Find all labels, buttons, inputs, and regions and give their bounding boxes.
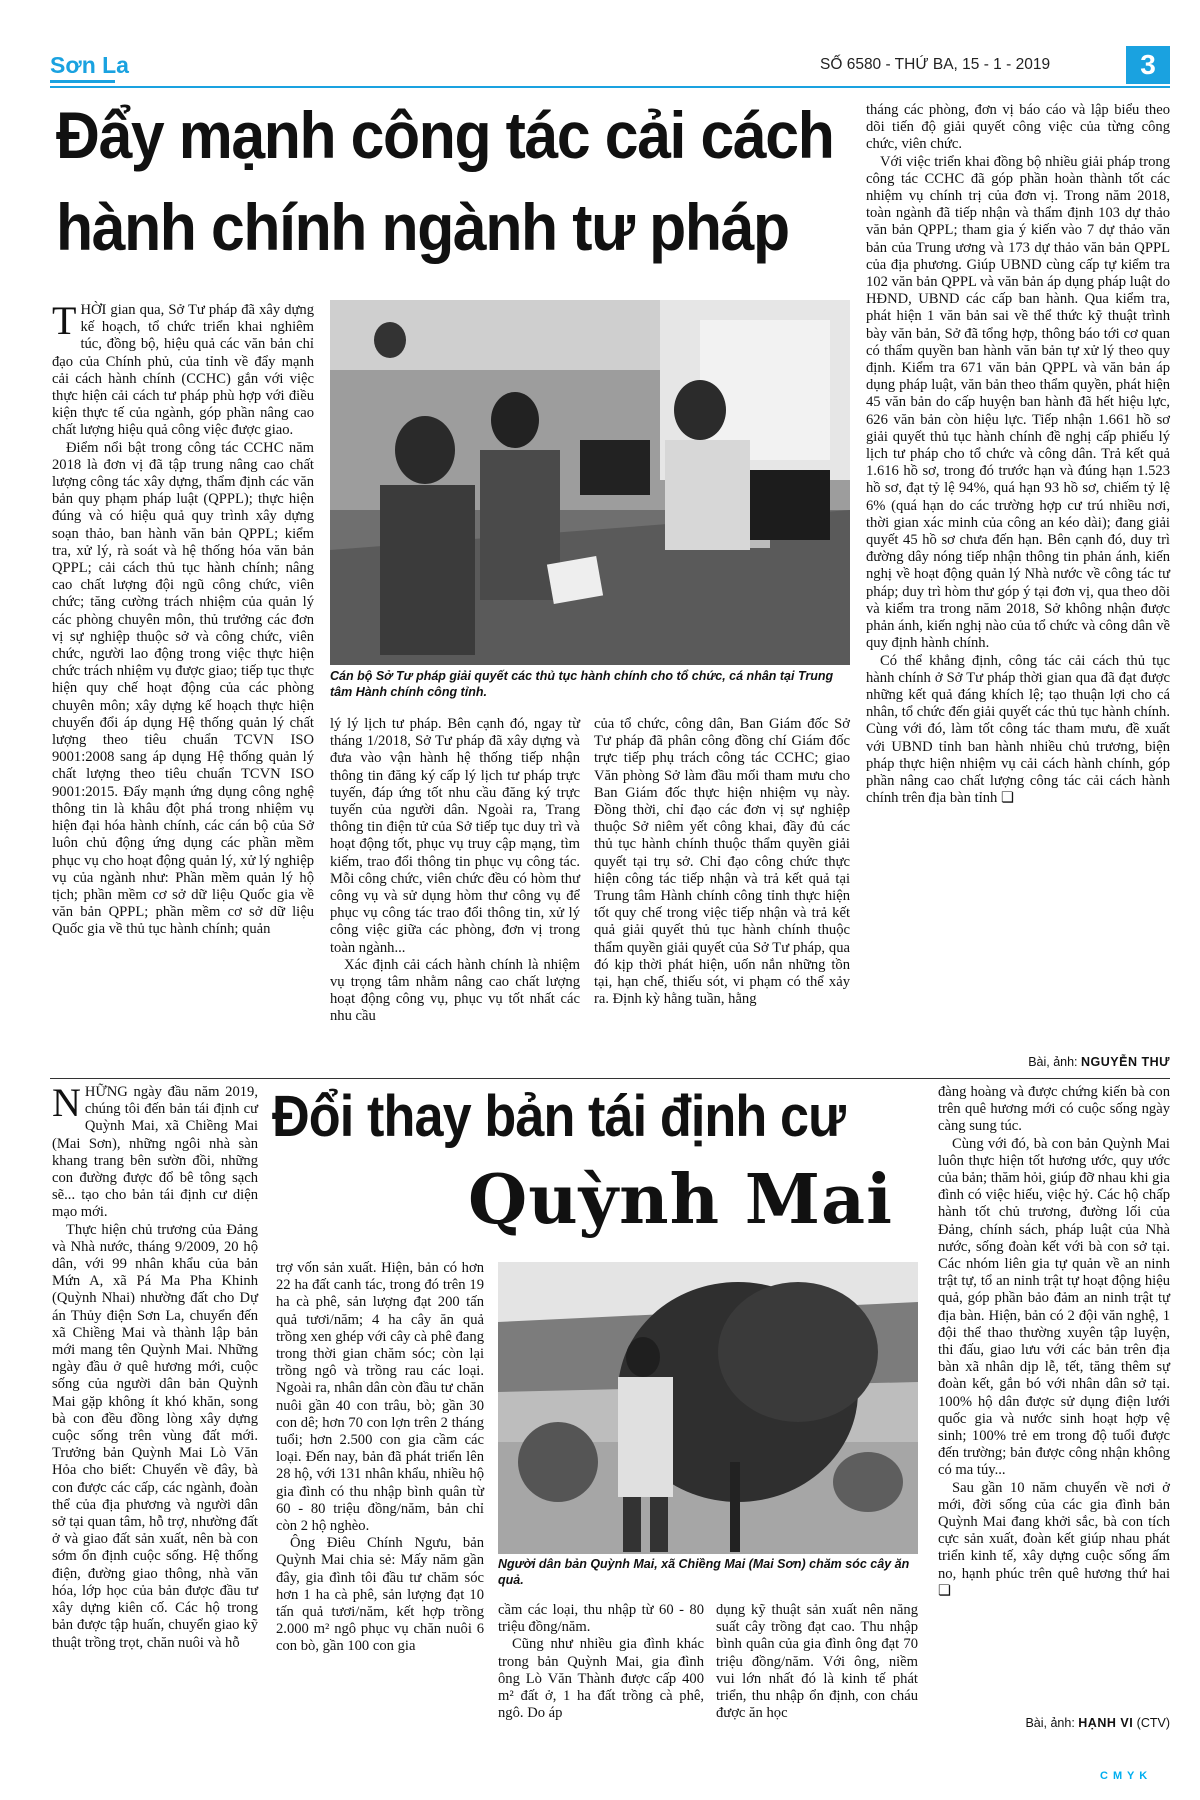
section-name: Sơn La	[50, 52, 129, 78]
article1-dropcap: T	[52, 298, 77, 343]
article1-paragraph: Có thể khẳng định, công tác cải cách thủ tục hành chính ở Sở Tư pháp thời gian qua đã đạt được những kết quả đáng khích lệ; tạo thuận lợi cho cá nhân, tổ chức đến giải quyết các thủ tục hành chính. Cùng với đó, làm tốt công tác tham mưu, đề xuất với UBND tỉnh ban hành nhiều chủ trương, biện pháp thực hiện nhiệm vụ cải cách hành chính, góp phần nâng cao chất lượng công tác cải cách hành chính trên địa bàn tỉnh ❏	[866, 652, 1170, 807]
article1-photo	[330, 300, 850, 665]
article2-paragraph: Thực hiện chủ trương của Đảng và Nhà nước, tháng 9/2009, 20 hộ dân, với 99 nhân khẩu của bản Mứn A, xã Pá Ma Pha Khinh (Quỳnh Nhai) nhường đất cho Dự án Thủy điện Sơn La, chuyển đến xã Chiềng Mai và thành lập bản mới mang tên Quỳnh Mai. Những ngày đầu ở quê hương mới, cuộc sống của người dân bản Quỳnh Mai gặp không ít khó khăn, song bà con đều đồng lòng xây dựng cuộc sống trên vùng đất mới. Trưởng bản Quỳnh Mai Lò Văn Hỏa cho biết: Chuyển về đây, bà con được các cấp, các ngành, đoàn thể của địa phương và người dân sở tại quan tâm, hỗ trợ, nhường đất ở và giao đất sản xuất, nên bà con sớm ổn định cuộc sống. Hệ thống điện, đường giao thông, nhà văn hóa, lớp học của bản được đầu tư xây dựng kiên cố. Các hộ trong bản được tập huấn, chuyển giao kỹ thuật trồng trọt, chăn nuôi và hỗ	[52, 1221, 258, 1651]
article2-paragraph: Sau gần 10 năm chuyển về nơi ở mới, đời sống của các gia đình bản Quỳnh Mai đang khởi sắc, bà con tích cực sản xuất, đoàn kết giúp nhau phát triển kinh tế, xây dựng cuộc sống ấm no, hạnh phúc trên quê hương thứ hai ❏	[938, 1479, 1170, 1599]
article2-byline-suffix: (CTV)	[1133, 1716, 1170, 1730]
article1-column-1	[52, 298, 314, 939]
orchard-scene-illustration	[498, 1262, 918, 1554]
article1-paragraph: Điểm nổi bật trong công tác CCHC năm 2018 là đơn vị đã tập trung nâng cao chất lượng công tác xây dựng, thẩm định các văn bản quy phạm pháp luật (QPPL); thực hiện đúng và có hiệu quả quy trình xây dựng soạn thảo, ban hành văn bản QPPL; kiểm tra, xử lý, rà soát và hệ thống hóa văn bản QPPL; cải cách thủ tục hành chính; nâng cao chất lượng đội ngũ công chức, viên chức; tăng cường trách nhiệm của quản lý các phòng chuyên môn, thủ trưởng các đơn vị sự nghiệp thuộc sở và công chức, viên chức, người lao động trong việc thực hiện chức trách nhiệm vụ được giao; tiếp tục thực hiện quy chế hoạt động của các phòng chuyên môn; xây dựng kế hoạch thực hiện chuyển đổi áp dụng Hệ thống quản lý chất lượng theo tiêu chuẩn TCVN ISO 9001:2008 sang áp dụng Hệ thống quản lý chất lượng theo tiêu chuẩn TCVN ISO 9001:2015. Đẩy mạnh ứng dụng công nghệ thông tin là khâu đột phá trong nhiệm vụ hiện đại hóa hành chính, các cán bộ của Sở luôn chủ động ứng dụng các phần mềm phục vụ cho hoạt động quản lý, xử lý nghiệp vụ của ngành như: Phần mềm quản lý hộ tịch; phần mềm cơ sở dữ liệu Quốc gia về văn bản QPPL; phần mềm cơ sở dữ liệu Quốc gia về thủ tục hành chính; quản	[52, 439, 314, 938]
article1-paragraph: HỜI gian qua, Sở Tư pháp đã xây dựng kế hoạch, tổ chức triển khai nghiêm túc, đồng bộ, hiệu quả các văn bản chỉ đạo của Chính phủ, của tỉnh về đẩy mạnh cải cách hành chính (CCHC) gắn với việc thực hiện cải cách tư pháp phù hợp với điều kiện thực tế của ngành, góp phần nâng cao chất lượng hiệu quả công việc được giao.	[52, 302, 314, 439]
article2-paragraph: trợ vốn sản xuất. Hiện, bản có hơn 22 ha đất canh tác, trong đó trên 19 ha cà phê, sản lượng đạt 200 tấn quả tươi/năm; 4 ha cây ăn quả trồng xen ghép với cây cà phê đang trong thời gian chăm sóc; còn lại trồng ngô và trồng rau các loại. Ngoài ra, nhân dân còn đầu tư chăn nuôi gần 40 con trâu, bò; gần 30 con dê; hơn 70 con lợn trên 2 tháng tuổi; hơn 2.500 con gia cầm các loại. Đến nay, bản đã phát triển lên 28 hộ, với 131 nhân khẩu, nhiều hộ gia đình có thu nhập bình quân từ 60 - 80 triệu đồng/năm, bản chỉ còn 2 hộ nghèo.	[276, 1260, 484, 1535]
article2-byline-author: HẠNH VI	[1078, 1716, 1134, 1730]
article1-paragraph: của tổ chức, công dân, Ban Giám đốc Sở Tư pháp đã phân công đồng chí Giám đốc trực tiếp phụ trách công tác CCHC; giao Văn phòng Sở làm đầu mối tham mưu cho Ban Giám đốc thực hiện nhiệm vụ này. Đồng thời, chỉ đạo các đơn vị sự nghiệp thuộc Sở niêm yết công khai, đầy đủ các thủ tục hành chính thuộc thẩm quyền giải quyết tại trụ sở. Chỉ đạo công chức thực hiện công tác tiếp nhận và trả kết quả tại Trung tâm Hành chính công tỉnh thực hiện tốt quy chế trong việc tiếp nhận và trả kết quả giải quyết thủ tục hành chính thuộc thẩm quyền giải quyết của Sở Tư pháp, qua đó kịp thời phát hiện, uốn nắn những tồn tại, hạn chế, thiếu sót, vi phạm có thể xảy ra. Định kỳ hằng tuần, hằng	[594, 716, 850, 1008]
article2-column-1	[52, 1080, 258, 1652]
article2-paragraph: đàng hoàng và được chứng kiến bà con trên quê hương mới có cuộc sống ngày càng sung túc.	[938, 1084, 1170, 1135]
article2-column-5	[938, 1084, 1170, 1600]
article2-column-3	[498, 1602, 704, 1722]
article1-byline-author: NGUYỄN THƯ	[1081, 1055, 1170, 1069]
article1-paragraph: tháng các phòng, đơn vị báo cáo và lập biểu theo dõi tiến độ giải quyết công việc của từng công chức, viên chức.	[866, 102, 1170, 153]
article2-caption: Người dân bản Quỳnh Mai, xã Chiềng Mai (Mai Sơn) chăm sóc cây ăn quả.	[498, 1557, 910, 1587]
article-divider	[50, 1078, 1170, 1079]
page-number-badge	[1126, 46, 1170, 84]
article2-column-4	[716, 1602, 918, 1722]
article1-column-2	[330, 716, 580, 1026]
article2-paragraph: Ông Điêu Chính Ngưu, bản Quỳnh Mai chia sẻ: Mấy năm gần đây, gia đình tôi đầu tư chăm sóc hơn 1 ha cà phê, sản lượng đạt 10 tấn quả tươi/năm, kết hợp trồng 2.000 m² ngô phục vụ chăn nuôi 6 con bò, gần 100 con gia	[276, 1535, 484, 1655]
article2-title-line1: Đổi thay bản tái định cư	[272, 1084, 846, 1149]
article1-paragraph: Với việc triển khai đồng bộ nhiều giải pháp trong công tác CCHC đã góp phần hoàn thành tốt các nhiệm vụ chính trị của đơn vị. Trong năm 2018, toàn ngành đã tiếp nhận và thẩm định 103 dự thảo văn bản QPPL; tham gia ý kiến vào 7 dự thảo văn bản của Trung ương và 173 dự thảo văn bản QPPL của địa phương. Giúp UBND cùng cấp tự kiểm tra 102 văn bản QPPL và văn bản áp dụng pháp luật do HĐND, UBND các cấp ban hành. Qua kiểm tra, phát hiện 1 văn bản sai về thể thức kỹ thuật trình bày văn bản, Sở đã tổng hợp, thông báo tới cơ quan có thẩm quyền ban hành văn bản tự xử lý theo quy định. Kiểm tra 671 văn bản QPPL và văn bản áp dụng pháp luật, văn bản theo thẩm quyền, phát hiện 45 văn bản do cấp huyện ban hành đã hết hiệu lực, 626 văn bản còn hiệu lực. Tiếp nhận 1.661 hồ sơ giải quyết thủ tục hành chính đề nghị cấp phiếu lý lịch tư pháp cho tổ chức và công dân. Trả kết quả 1.616 hồ sơ, trong đó trước hạn và đúng hạn 1.523 hồ sơ, đạt tỷ lệ 94%, quá hạn 93 hồ sơ, chiếm tỷ lệ 6% (quá hạn do các trường hợp cư trú nhiều nơi, thời gian xác minh của công an kéo dài); đang giải quyết 45 hồ sơ chưa đến hạn. Bên cạnh đó, duy trì đường dây nóng tiếp nhận thông tin phản ánh, kiến nghị về hoạt động quản lý Nhà nước về công tác tư pháp; duy trì hòm thư góp ý tại đơn vị, qua theo dõi và kiểm tra trong năm 2018, Sở không nhận được phản ánh, kiến nghị nào của tổ chức và công dân về quy định hành chính.	[866, 153, 1170, 652]
article1-byline-prefix: Bài, ảnh:	[1028, 1055, 1082, 1069]
header-rule	[50, 86, 1170, 88]
page-number: 3	[1140, 49, 1156, 80]
article2-dropcap: N	[52, 1080, 81, 1125]
article2-title-line2: Quỳnh Mai	[468, 1160, 893, 1240]
article2-paragraph: Cũng như nhiều gia đình khác trong bản Quỳnh Mai, gia đình ông Lò Văn Thành được cấp 400 m² đất ở, 1 ha đất trồng cà phê, ngô. Do áp	[498, 1636, 704, 1722]
section-underline	[50, 80, 115, 83]
issue-info: SỐ 6580 - THỨ BA, 15 - 1 - 2019	[820, 56, 1051, 73]
office-scene-illustration	[330, 300, 850, 665]
article1-column-4	[866, 102, 1170, 807]
article2-byline-prefix: Bài, ảnh:	[1025, 1716, 1079, 1730]
article2-byline	[938, 1716, 1170, 1730]
article1-title-line1: Đẩy mạnh công tác cải cách	[56, 98, 834, 172]
article1-paragraph: Xác định cải cách hành chính là nhiệm vụ trọng tâm nhằm nâng cao chất lượng hoạt động công vụ, phục vụ tốt nhất các nhu cầu	[330, 956, 580, 1025]
article1-paragraph: lý lý lịch tư pháp. Bên cạnh đó, ngay từ tháng 1/2018, Sở Tư pháp đã xây dựng và đưa vào vận hành hệ thống tiếp nhận thông tin đăng ký cấp lý lịch tư pháp trực tuyến, đáp ứng tốt nhu cầu đăng ký trực tuyến của người dân. Ngoài ra, Trang thông tin điện tử của Sở tiếp tục duy trì và hoạt động tốt, phục vụ truy cập mạng, tìm kiếm, trao đổi thông tin phục vụ công tác. Mỗi công chức, viên chức đều có hòm thư công vụ và sử dụng hòm thư công vụ để phục vụ công tác trao đổi thông tin, xử lý công việc giữa các phòng, đơn vị trong toàn ngành...	[330, 716, 580, 956]
article2-paragraph: HỮNG ngày đầu năm 2019, chúng tôi đến bản tái định cư Quỳnh Mai, xã Chiềng Mai (Mai Sơn), những ngôi nhà sàn khang trang bên sườn đồi, những con đường được đổ bê tông sạch sẽ... tạo cho bản tái định cư diện mạo mới.	[52, 1084, 258, 1221]
cmyk-marker: C M Y K	[1100, 1770, 1149, 1782]
article1-column-3	[594, 716, 850, 1008]
article2-paragraph: dụng kỹ thuật sản xuất nên năng suất cây trồng đạt cao. Thu nhập bình quân của gia đình ông đạt 70 triệu đồng/năm. Với ông, niềm vui lớn nhất đó là kinh tế phát triển, thu nhập ổn định, con cháu được ăn học	[716, 1602, 918, 1722]
article2-paragraph: cầm các loại, thu nhập từ 60 - 80 triệu đồng/năm.	[498, 1602, 704, 1636]
article1-title-line2: hành chính ngành tư pháp	[56, 190, 789, 264]
article1-caption: Cán bộ Sở Tư pháp giải quyết các thủ tục hành chính cho tổ chức, cá nhân tại Trung tâm Hành chính công tỉnh.	[330, 669, 834, 699]
article1-byline	[866, 1055, 1170, 1069]
article2-paragraph: Cùng với đó, bà con bản Quỳnh Mai luôn thực hiện tốt hương ước, quy ước của bản; thăm hỏi, giúp đỡ nhau khi gia đình có việc hiếu, việc hỷ. Các hộ chấp hành tốt chủ trương, đường lối của Đảng, chính sách, pháp luật của Nhà nước, sống đoàn kết với bà con sở tại. Các nhóm liên gia tự quản về an ninh trật tự, tổ an ninh trật tự hoạt động hiệu quả, góp phần bảo đảm an ninh trật tự địa bàn. Hiện, bản có 2 đội văn nghệ, 1 đội thể thao thường xuyên tập luyện, thi đấu, giao lưu với các bản trên địa bàn xã nhân dịp lễ, tết, tăng thêm sự đoàn kết, gắn bó với nhân dân sở tại. 100% hộ dân được sử dụng điện lưới quốc gia và nước sinh hoạt hợp vệ sinh; 100% trẻ em trong độ tuổi được đến trường; bản được công nhận không có ma túy...	[938, 1135, 1170, 1479]
article2-photo	[498, 1262, 918, 1554]
article2-column-2	[276, 1260, 484, 1656]
